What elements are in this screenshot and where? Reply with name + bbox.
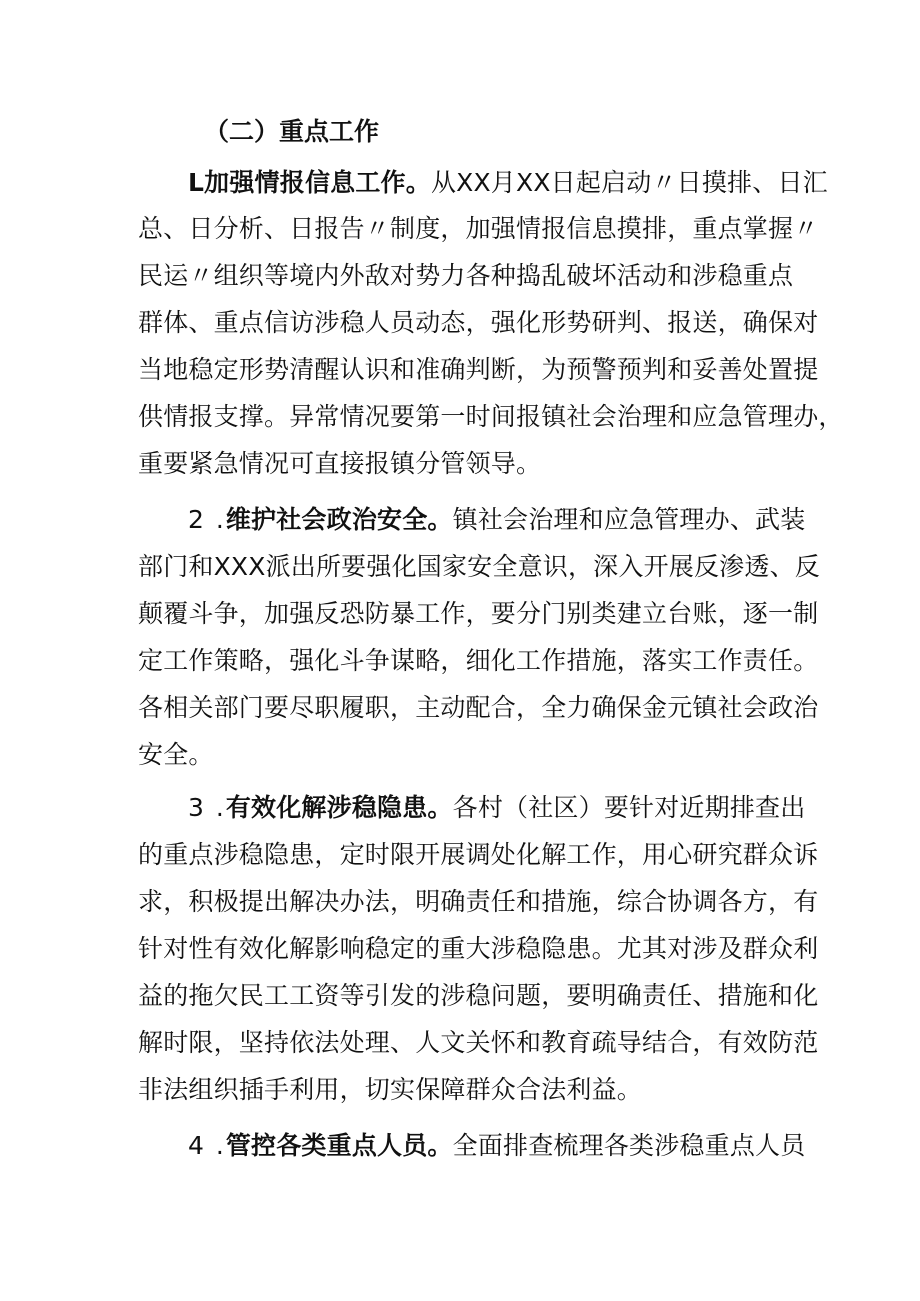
item-3-line: 针对性有效化解影响稳定的重大涉稳隐患。尤其对涉及群众利 <box>138 934 819 963</box>
item-2-title: 维护社会政治安全。 <box>225 505 453 534</box>
item-3-line: 求，积极提出解决办法，明确责任和措施，综合协调各方，有 <box>138 887 819 916</box>
item-2-line: 定工作策略，强化斗争谋略，细化工作措施，落实工作责任。 <box>138 646 819 675</box>
item-3-line: 非法组织插手利用，切实保障群众合法利益。 <box>138 1075 643 1104</box>
item-2-line: 部门和XXX派出所要强化国家安全意识，深入开展反渗透、反 <box>138 552 820 581</box>
item-3-first-line <box>188 788 805 828</box>
item-1-line: 重要紧急情况可直接报镇分管领导。 <box>138 449 542 478</box>
item-1-line: 供情报支撑。异常情况要第一时间报镇社会治理和应急管理办， <box>138 402 844 431</box>
item-3-line: 益的拖欠民工工资等引发的涉稳问题，要明确责任、措施和化 <box>138 981 819 1010</box>
item-2-first-line-text: 镇社会治理和应急管理办、武装 <box>452 505 806 534</box>
item-4-title: 管控各类重点人员。 <box>225 1131 453 1160</box>
item-2-first-line <box>188 500 805 540</box>
item-2-line: 安全。 <box>138 740 214 769</box>
item-1-title: 加强情报信息工作。 <box>204 168 431 197</box>
item-4-first-line-text: 全面排查梳理各类涉稳重点人员 <box>452 1131 806 1160</box>
item-1-number: L <box>188 168 205 197</box>
item-3-title: 有效化解涉稳隐患。 <box>225 793 453 822</box>
item-1-line: 群体、重点信访涉稳人员动态，强化形势研判、报送，确保对 <box>138 308 819 337</box>
item-1-first-line-text: 从XX月XX日起启动〃日摸排、日汇 <box>430 168 828 197</box>
item-3-line: 的重点涉稳隐患，定时限开展调处化解工作，用心研究群众诉 <box>138 840 819 869</box>
item-3-first-line-text: 各村（社区）要针对近期排查出 <box>452 793 806 822</box>
item-2-number: 2 . <box>188 505 226 534</box>
item-4-number: 4 . <box>188 1131 226 1160</box>
item-2-line: 各相关部门要尽职履职，主动配合，全力确保金元镇社会政治 <box>138 693 819 722</box>
item-1-line: 总、日分析、日报告〃制度，加强情报信息摸排，重点掌握〃 <box>138 214 819 243</box>
item-4-first-line <box>188 1126 805 1166</box>
item-3-line: 解时限，坚持依法处理、人文关怀和教育疏导结合，有效防范 <box>138 1028 819 1057</box>
item-1-line: 民运〃组织等境内外敌对势力各种捣乱破坏活动和涉稳重点 <box>138 261 794 290</box>
item-1-line: 当地稳定形势清醒认识和准确判断，为预警预判和妥善处置提 <box>138 355 819 384</box>
section-heading: （二）重点工作 <box>204 117 380 146</box>
item-1-first-line <box>188 163 828 203</box>
item-3-number: 3 . <box>188 793 226 822</box>
item-2-line: 颠覆斗争，加强反恐防暴工作，要分门别类建立台账，逐一制 <box>138 599 819 628</box>
